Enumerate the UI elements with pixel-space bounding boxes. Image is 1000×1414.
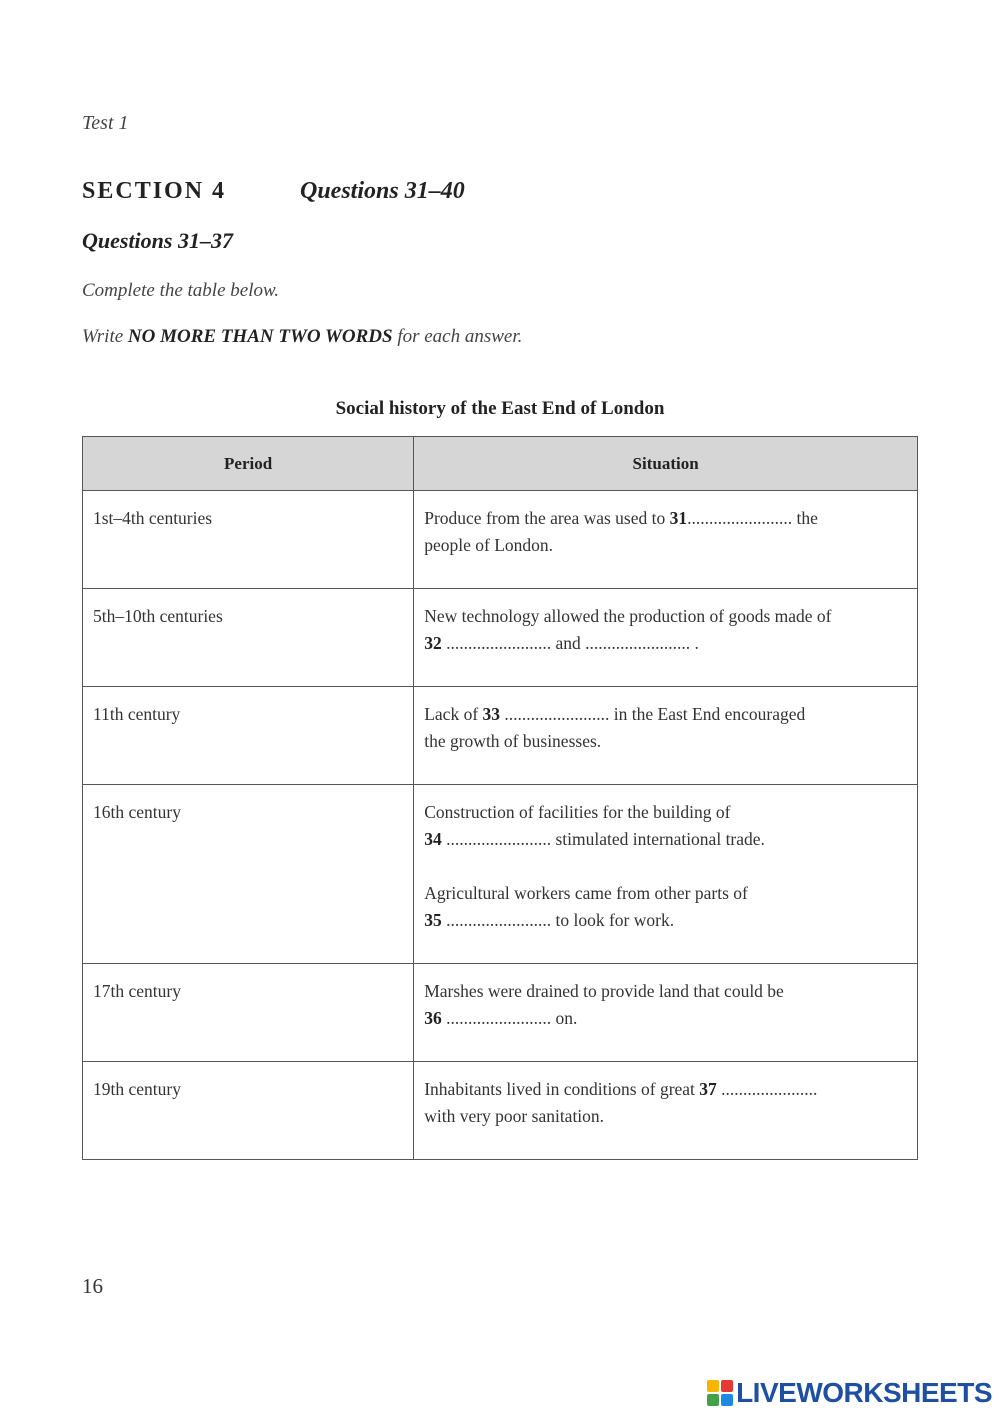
question-36-number: 36 [424, 1008, 442, 1028]
liveworksheets-wordmark: LIVEWORKSHEETS [736, 1377, 992, 1408]
situation-line [424, 505, 907, 532]
situation-cell [414, 964, 918, 1062]
period-cell: 17th century [83, 964, 414, 1062]
header-period: Period [83, 437, 414, 491]
question-35-blank[interactable]: ........................ to look for work. [441, 910, 675, 930]
table-row [83, 785, 918, 964]
situation-line: the growth of businesses. [424, 731, 602, 751]
page-number: 16 [82, 1274, 103, 1298]
table-title: Social history of the East End of London [335, 398, 665, 419]
instruction-complete-table: Complete the table below. [82, 280, 279, 301]
situation-line [424, 907, 907, 934]
situation-cell [414, 491, 918, 589]
situation-line: Marshes were drained to provide land that could be [424, 981, 784, 1001]
situation-line [424, 630, 907, 657]
question-31-number: 31 [669, 508, 688, 528]
table-row [83, 589, 918, 687]
situation-cell [414, 1062, 918, 1160]
table-row [83, 964, 918, 1062]
history-table [82, 436, 918, 1160]
table-header-row [83, 437, 918, 491]
period-cell: 16th century [83, 785, 414, 964]
question-33-number: 33 [482, 704, 501, 724]
question-37-number: 37 [699, 1079, 717, 1099]
liveworksheets-logo[interactable] [707, 1377, 992, 1409]
question-36-blank[interactable]: ........................ on. [441, 1008, 578, 1028]
situation-line [424, 1076, 907, 1103]
text-fragment: Inhabitants lived in conditions of great [424, 1079, 700, 1099]
situation-line: Construction of facilities for the building of [424, 802, 731, 822]
mark-square [721, 1394, 733, 1406]
text-fragment: Produce from the area was used to [424, 508, 670, 528]
question-35-number: 35 [424, 910, 442, 930]
table-row [83, 1062, 918, 1160]
mark-square [707, 1380, 719, 1392]
question-32-number: 32 [424, 633, 442, 653]
situation-line [424, 701, 907, 728]
period-cell: 11th century [83, 687, 414, 785]
situation-line: with very poor sanitation. [424, 1106, 605, 1126]
situation-line [424, 826, 907, 853]
questions-subheading: Questions 31–37 [82, 228, 233, 253]
question-31-blank[interactable]: ........................ the [687, 508, 818, 528]
instruction-post: for each answer. [392, 326, 523, 347]
section-heading [82, 178, 465, 205]
section-label: SECTION 4 [82, 178, 227, 204]
situation-cell [414, 687, 918, 785]
situation-line: New technology allowed the production of goods made of [424, 606, 832, 626]
section-questions: Questions 31–40 [300, 178, 465, 204]
table-row [83, 491, 918, 589]
question-34-number: 34 [424, 829, 442, 849]
text-fragment: Lack of [424, 704, 483, 724]
instruction-pre: Write [82, 326, 128, 347]
question-32-blank[interactable]: ........................ and ........................ . [441, 633, 699, 653]
question-37-blank[interactable]: ...................... [716, 1079, 818, 1099]
question-34-blank[interactable]: ........................ stimulated international trade. [441, 829, 765, 849]
running-header: Test 1 [82, 112, 129, 134]
situation-line: Agricultural workers came from other parts of [424, 883, 748, 903]
mark-square [707, 1394, 719, 1406]
instruction-word-limit [82, 326, 522, 348]
situation-line [424, 1005, 907, 1032]
period-cell: 5th–10th centuries [83, 589, 414, 687]
liveworksheets-mark-icon [707, 1380, 733, 1406]
situation-cell [414, 785, 918, 964]
situation-line: people of London. [424, 535, 554, 555]
question-33-blank[interactable]: ........................ in the East End encouraged [500, 704, 806, 724]
table-row [83, 687, 918, 785]
instruction-bold: NO MORE THAN TWO WORDS [127, 326, 393, 347]
header-situation: Situation [414, 437, 918, 491]
situation-cell [414, 589, 918, 687]
mark-square [721, 1380, 733, 1392]
period-cell: 19th century [83, 1062, 414, 1160]
period-cell: 1st–4th centuries [83, 491, 414, 589]
